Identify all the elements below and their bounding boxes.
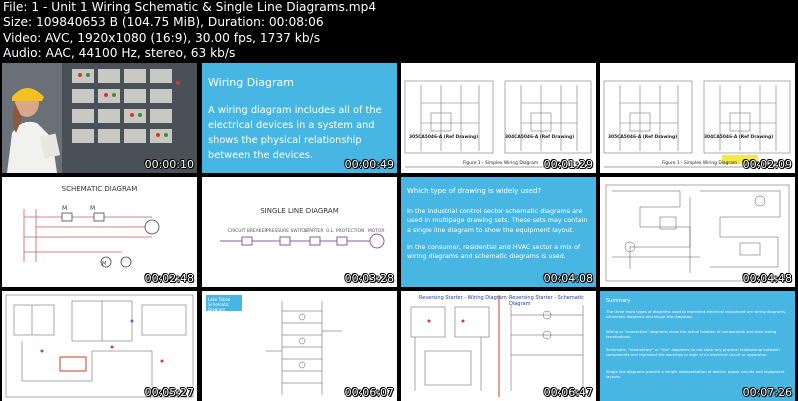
- timestamp: 00:06:07: [344, 386, 394, 399]
- schematic-drawing: [600, 177, 795, 287]
- timestamp: 00:05:27: [144, 386, 194, 399]
- file-name-line: File: 1 - Unit 1 Wiring Schematic & Single Line Diagrams.mp4: [3, 0, 377, 14]
- ref-label-right: 304CA5046-A (Ref Drawing): [505, 135, 575, 140]
- thumbnail-12[interactable]: [600, 291, 795, 401]
- thumbnail-1[interactable]: [2, 63, 197, 173]
- file-size-line: Size: 109840653 B (104.75 MiB), Duration: 00:08:06: [3, 15, 324, 30]
- schematic-title: Reversing Starter - Schematic Diagram: [509, 295, 584, 307]
- slide-title: Which type of drawing is widely used?: [407, 187, 542, 195]
- figure-caption: Figure 1 - Simplex Wiring Diagram: [662, 161, 738, 166]
- wiring-drawing: [2, 291, 197, 401]
- reversing-starter-drawings: [401, 291, 596, 401]
- thumbnail-5[interactable]: [2, 177, 197, 287]
- thumbnail-8[interactable]: [600, 177, 795, 287]
- single-line-title: SINGLE LINE DIAGRAM: [260, 207, 339, 215]
- label-starter: STARTER: [304, 229, 324, 234]
- svg-text:M: M: [102, 261, 107, 267]
- label-pressure-switch: PRESSURE SWITCH: [266, 229, 308, 234]
- timestamp: 00:02:09: [742, 158, 792, 171]
- timestamp: 00:00:49: [344, 158, 394, 171]
- ref-label-right: 304CA5046-A (Ref Drawing): [704, 135, 774, 140]
- thumbnail-4[interactable]: [600, 63, 795, 173]
- summary-title: Summary: [606, 298, 631, 304]
- summary-line-1: The three main types of diagrams used to represent electrical equipment are wiring diagrams, schematic diagrams and single line diagrams.: [606, 309, 786, 320]
- wiring-drawing: [401, 63, 596, 173]
- schematic-title: SCHEMATIC DIAGRAM: [61, 185, 138, 193]
- audio-info-line: Audio: AAC, 44100 Hz, stereo, 63 kb/s: [3, 46, 236, 61]
- timestamp: 00:03:28: [344, 272, 394, 285]
- technician-photo: [2, 63, 197, 173]
- timestamp: 00:06:47: [543, 386, 593, 399]
- schematic-drawing: [2, 177, 197, 287]
- wiring-title: Reversing Starter - Wiring Diagram: [419, 295, 507, 301]
- timestamp: 00:01:29: [543, 158, 593, 171]
- figure-caption: Figure 1 - Simplex Wiring Diagram: [463, 161, 539, 166]
- file-info-header: [3, 0, 793, 62]
- thumbnail-grid: [2, 63, 798, 401]
- slide-para-2: In the consumer, residential and HVAC sector a mix of wiring diagrams and schematic diagrams is used.: [407, 243, 581, 261]
- thumbnail-7[interactable]: [401, 177, 596, 287]
- slide-body: A wiring diagram includes all of the electrical devices in a system and shows the physical relationship between the devices.: [208, 105, 382, 161]
- summary-line-3: Schematic, "elementary" or "line" diagrams do not show any physical relationship between components and represent the workings or logic of an electrical circuit or apparatus.: [606, 347, 780, 358]
- slide-para-1: In the industrial control sector schematic diagrams are used in multipage drawing sets. These sets may contain a single line diagram to show the equipment layout.: [407, 207, 588, 234]
- wiring-drawing: [600, 63, 795, 173]
- timestamp: 00:04:08: [543, 272, 593, 285]
- thumbnail-10[interactable]: [202, 291, 397, 401]
- svg-text:M: M: [62, 205, 68, 212]
- timestamp: 00:07:26: [742, 386, 792, 399]
- schematic-drawing: [202, 291, 397, 401]
- video-info-line: Video: AVC, 1920x1080 (16:9), 30.00 fps, 1737 kb/s: [3, 30, 321, 45]
- thumbnail-3[interactable]: [401, 63, 596, 173]
- slide-title: Wiring Diagram: [208, 76, 294, 89]
- timestamp: 00:04:48: [742, 272, 792, 285]
- thumbnail-9[interactable]: [2, 291, 197, 401]
- summary-line-4: Single line diagrams provide a simple representation of electric power circuits and equipment layouts.: [606, 369, 785, 380]
- svg-text:M: M: [90, 205, 96, 212]
- diagram-label: Lake Tahoe Schematic Diagram: [208, 297, 231, 312]
- label-circuit-breaker: CIRCUIT BREAKER: [228, 229, 268, 234]
- summary-line-2: Wiring or "connection" diagrams show the actual location of components and their wiring terminations.: [606, 329, 777, 340]
- label-ol-protection: O.L. PROTECTION: [326, 229, 365, 234]
- timestamp: 00:00:10: [144, 158, 194, 171]
- ref-label-left: 305CA5046-A (Ref Drawing): [608, 135, 678, 140]
- thumbnail-2[interactable]: [202, 63, 397, 173]
- timestamp: 00:02:48: [144, 272, 194, 285]
- thumbnail-6[interactable]: [202, 177, 397, 287]
- label-motor: MOTOR: [368, 229, 385, 234]
- ref-label-left: 305CA5046-A (Ref Drawing): [409, 135, 479, 140]
- thumbnail-11[interactable]: [401, 291, 596, 401]
